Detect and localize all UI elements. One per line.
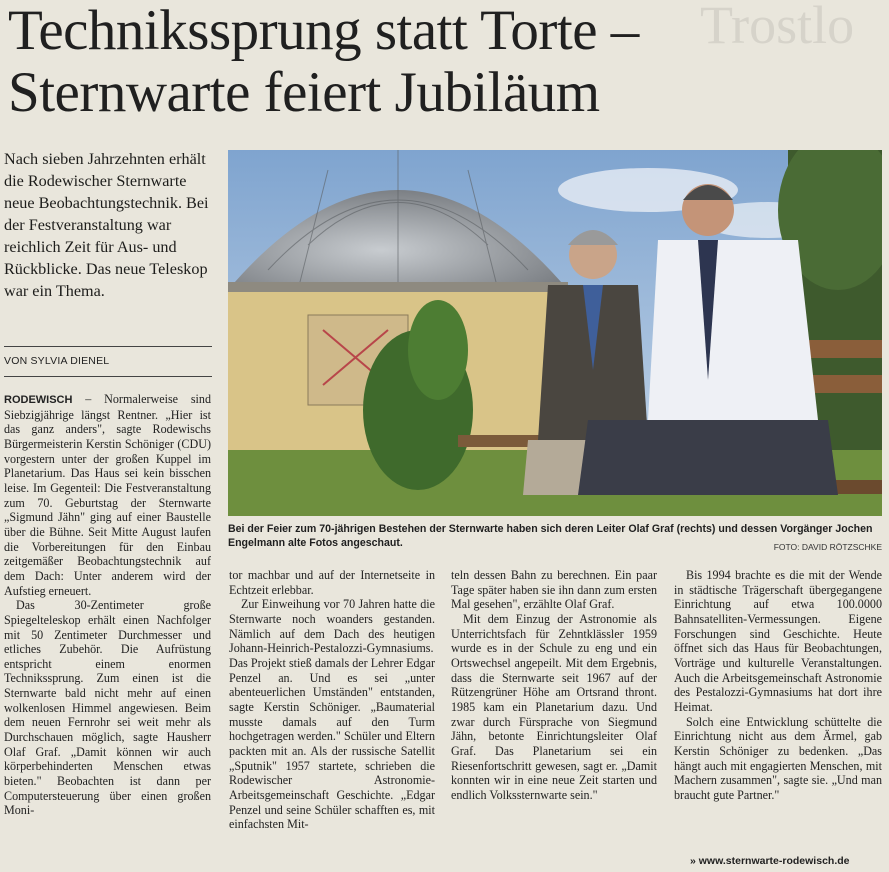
divider (4, 346, 212, 347)
byline: VON SYLVIA DIENEL (4, 355, 110, 367)
paragraph-text: – Normalerweise sind Siebzigjährige längst Rentner. „Hier ist das ganz anders", sagte Rodewischs Bürgermeisterin Kerstin Schöniger (CDU) vorgestern unter der großen Kuppel im Planetarium. Das Haus sei kein bisschen leise. Im Gegenteil: Die Festveranstaltung zum 70. Geburtstag der Sternwarte „Sigmund Jähn" ging auf einer Baustelle über die Bühne. Seit Mitte August laufen die Vorbereitungen für den Einbau zeitgemäßer Beobachtungstechnik auf dem Dach: Unter anderem wird der Aufstieg erneuert. (4, 392, 211, 598)
web-link[interactable]: » www.sternwarte-rodewisch.de (690, 855, 850, 867)
article-column-2 (229, 568, 435, 870)
article-column-4 (674, 568, 882, 858)
paragraph: teln dessen Bahn zu berechnen. Ein paar Tage später haben sie ihn dann zum ersten Mal gesehen", erzählte Olaf Graf. (451, 568, 657, 612)
paragraph: Bis 1994 brachte es die mit der Wende in städtische Trägerschaft übergegangene Einrichtung auf etwa 100.0000 Bahnsatelliten-Vermessungen. Eigene Forschungen sind Geschichte. Heute öffnet sich das Haus für Beobachtungen, Vorträge und kulturelle Veranstaltungen. Auch die Arbeitsgemeinschaft Astronomie des Pestalozzi-Gymnasiums hat dort ihre Heimat. (674, 568, 882, 714)
paragraph: Mit dem Einzug der Astronomie als Unterrichtsfach für Zehntklässler 1959 wurde es in der Schule zu eng und ein Ortswechsel angepeilt. Mit dem Ergebnis, dass die Sternwarte seit 1967 auf der Rützengrüner Höhe am Ortsrand thront. 1985 kam ein Planetarium dazu. Und zwar durch Fürsprache von Siegmund Jähn, betonte Einrichtungsleiter Olaf Graf. Das Planetarium sei ein Riesenfortschritt gewesen, sagt er. „Damit konnten wir in eine neue Zeit starten und endlich Volkssternwarte sein." (451, 611, 657, 802)
paragraph (4, 392, 211, 598)
divider (4, 376, 212, 377)
photo-illustration (228, 150, 882, 516)
intro-text: Nach sieben Jahrzehnten erhält die Rodewischer Sternwarte neue Beobachtungstechnik. Bei der Festveranstaltung war reichlich Zeit für Aus- und Rückblicke. Das neue Teleskop war ein Thema. (4, 150, 209, 300)
headline: Technikssprung statt Torte – Sternwarte feiert Jubiläum (8, 0, 639, 124)
bleed-through-headline: Trostlo (700, 0, 855, 55)
paragraph: Das 30-Zentimeter große Spiegelteleskop erhält einen Nachfolger mit 50 Zentimeter Durchmesser und etliches Zubehör. Die Aufrüstung entspricht einem enormen Technikssprung. Zum einen ist die Sternwarte bald nicht mehr auf einen wolkenlosen Himmel angewiesen. Beim dem neuen Fernrohr sei weit mehr als Durchschauen möglich, sagte Hausherr Olaf Graf. „Damit können wir auch körperbehinderten Menschen etwas bieten." Beobachten ist dann per Computersteuerung über einen großen Moni- (4, 598, 211, 818)
article-column-3 (451, 568, 657, 870)
photo-caption: Bei der Feier zum 70-jährigen Bestehen der Sternwarte haben sich deren Leiter Olaf Graf (rechts) und dessen Vorgänger Jochen Engelmann alte Fotos angeschaut. (228, 523, 873, 549)
paragraph: Zur Einweihung vor 70 Jahren hatte die Sternwarte noch woanders gestanden. Nämlich auf dem Dach des heutigen Johann-Heinrich-Pestalozzi-Gymnasiums. Das Projekt stieß damals der Lehrer Edgar Penzel an. Und es sei „unter abenteuerlichen Umständen" entstanden, sagte Kerstin Schöniger. „Baumaterial musste damals auf den Turm hochgetragen werden." Schüler und Eltern packten mit an. Als der russische Satellit „Sputnik" 1957 startete, schrieben die Rodewischer Astronomie-Arbeitsgemeinschaft Geschichte. „Edgar Penzel und seine Schüler schafften es, mit einfachsten Mit- (229, 597, 435, 832)
article-column-1 (4, 392, 211, 870)
paragraph: tor machbar und auf der Internetseite in Echtzeit erlebbar. (229, 568, 435, 597)
photo-credit: FOTO: DAVID RÖTZSCHKE (773, 542, 882, 552)
dateline: RODEWISCH (4, 394, 73, 406)
paragraph: Solch eine Entwicklung schüttelte die Einrichtung nicht aus dem Ärmel, gab Kerstin Schöniger zu bedenken. „Das hängt auch mit engagierten Menschen, mit Machern zusammen", sagte sie. „Und man braucht gute Partner." (674, 714, 882, 802)
article-photo (228, 150, 882, 516)
